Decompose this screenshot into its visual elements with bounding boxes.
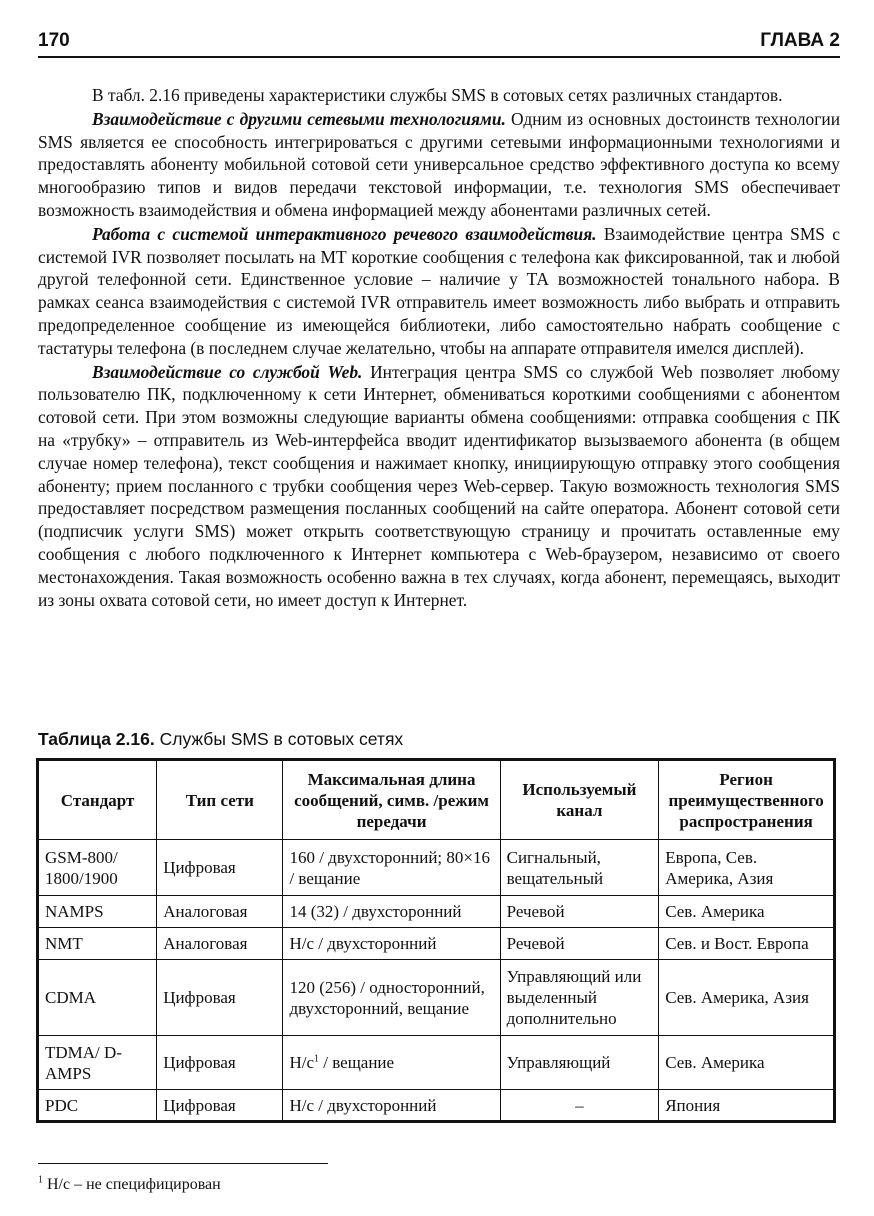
table-cell: Речевой: [500, 928, 659, 960]
footnote: [38, 1176, 221, 1194]
paragraph-text: Одним из основных достоинств технологии SMS является ее способность интегрироваться с другими сетевыми информационными технологиями и предоставлять абоненту мобильной сотовой сети универсальное средство эффективного доступа ко всему многообразию типов и видов передачи текстовой информации, т.е. технология SMS обеспечивает возможность взаимодействия и обмена информацией между абонентами различных сетей.: [38, 108, 840, 220]
table-row: [38, 896, 835, 928]
table-cell: Япония: [659, 1090, 835, 1122]
table-cell: Аналоговая: [157, 896, 283, 928]
table-cell: Аналоговая: [157, 928, 283, 960]
table-cell: Цифровая: [157, 960, 283, 1036]
paragraph-lead: Взаимодействие с другими сетевыми технологиями.: [92, 108, 506, 129]
table-row: [38, 1090, 835, 1122]
header-cell: Используемый канал: [500, 760, 659, 840]
table-cell: 120 (256) / односторонний, двухсторонний, вещание: [283, 960, 500, 1036]
paragraph-web: [38, 361, 840, 612]
footnote-text: Н/с – не специфицирован: [43, 1176, 221, 1193]
page-number: 170: [38, 30, 70, 51]
table-cell: 14 (32) / двухсторонний: [283, 896, 500, 928]
cell-text-suffix: / вещание: [319, 1053, 395, 1072]
paragraph-integration: [38, 108, 840, 222]
table-cell: Сев. и Вост. Европа: [659, 928, 835, 960]
table-cell: 160 / двухсторонний; 80×16 / вещание: [283, 840, 500, 896]
paragraph-lead: Работа с системой интерактивного речевого взаимодействия.: [92, 223, 597, 244]
footnote-divider: [38, 1163, 328, 1164]
footnote-marker: 1: [314, 1053, 319, 1065]
table-cell: Цифровая: [157, 1036, 283, 1090]
body-text: [38, 84, 840, 612]
table-caption-number: Таблица 2.16.: [38, 729, 155, 749]
header-cell: Тип сети: [157, 760, 283, 840]
running-header: [38, 28, 840, 58]
paragraph-text: В табл. 2.16 приведены характеристики службы SMS в сотовых сетях различных стандартов.: [92, 85, 783, 105]
table-cell: Сигнальный, вещательный: [500, 840, 659, 896]
table-cell: TDMA/ D-AMPS: [38, 1036, 157, 1090]
header-cell: Регион преимущественного распространения: [659, 760, 835, 840]
header-cell: Максимальная длина сообщений, симв. /режим передачи: [283, 760, 500, 840]
table-cell: Речевой: [500, 896, 659, 928]
table-row: [38, 1036, 835, 1090]
table-cell: Сев. Америка: [659, 896, 835, 928]
footnote-mark: 1: [38, 1174, 43, 1186]
table-cell: –: [500, 1090, 659, 1122]
table-row: [38, 960, 835, 1036]
paragraph-ivr: [38, 223, 840, 360]
table-caption: [38, 729, 403, 750]
table-header-row: [38, 760, 835, 840]
table-cell: Сев. Америка: [659, 1036, 835, 1090]
cell-text: Н/с: [289, 1053, 314, 1072]
header-cell: Стандарт: [38, 760, 157, 840]
table-cell: NMT: [38, 928, 157, 960]
chapter-title: ГЛАВА 2: [760, 30, 840, 51]
table-cell: Цифровая: [157, 840, 283, 896]
paragraph-intro: [38, 84, 840, 107]
table-cell: Сев. Америка, Азия: [659, 960, 835, 1036]
paragraph-lead: Взаимодействие со службой Web.: [92, 361, 363, 382]
table-row: [38, 928, 835, 960]
table-cell: Европа, Сев. Америка, Азия: [659, 840, 835, 896]
table-cell: Управляющий или выделенный дополнительно: [500, 960, 659, 1036]
table-cell: PDC: [38, 1090, 157, 1122]
table-cell: NAMPS: [38, 896, 157, 928]
paragraph-text: Интеграция центра SMS со службой Web позволяет любому пользователю ПК, подключенному к сети Интернет, обмениваться короткими сообщениями с абонентом сотовой сети. При этом возможны следующие варианты обмена сообщениями: отпрaвка сообщения с ПК на «трубку» – отправитель из Web-интерфейса вводит идентификатор вызызваемого абонента (в общем случае номер телефона), текст сообщения и нажимает кнопку, инициирующую отправку этого сообщения абоненту; прием посланного с трубки сообщения через Web-сервер. Такую возможность технология SMS предоставляет посредством размещения посланных сообщений на сайте оператора. Абонент сотовой сети (подписчик услуги SMS) может открыть соответствующую страницу и прочитать оставленные ему сообщения с любого подключенного к Интернет компьютера с Web-браузером, независимо от своего местонахождения. Такая возможность особенно важна в тех случаях, когда абонент, перемещаясь, выходит из зоны охвата сотовой сети, но имеет доступ к Интернет.: [38, 361, 840, 610]
sms-services-table: [36, 758, 836, 1123]
table-cell: GSM-800/ 1800/1900: [38, 840, 157, 896]
table-cell-with-footnote: [283, 1036, 500, 1090]
table-row: [38, 840, 835, 896]
paragraph-text: Взаимодействие центра SMS с системой IVR позволяет посылать на МТ короткие сообщения с телефона как фиксированной, так и любой другой телефонной сети. Единственное условие – наличие у ТА возможностей тонального набора. В рамках сеанса взаимодействия с системой IVR отправитель имеет возможность либо выбрать и отправить предопределенное сообщение из имеющейся библиотеки, либо самостоятельно набрать сообщение с тастатуры телефона (в последнем случае желательно, чтобы на аппарате отправителя имелся дисплей).: [38, 223, 840, 358]
table-cell: Цифровая: [157, 1090, 283, 1122]
table-cell: Н/с / двухсторонний: [283, 928, 500, 960]
table-cell: Н/с / двухсторонний: [283, 1090, 500, 1122]
table-cell: CDMA: [38, 960, 157, 1036]
table-cell: Управляющий: [500, 1036, 659, 1090]
table-caption-text: Службы SMS в сотовых сетях: [154, 729, 404, 749]
